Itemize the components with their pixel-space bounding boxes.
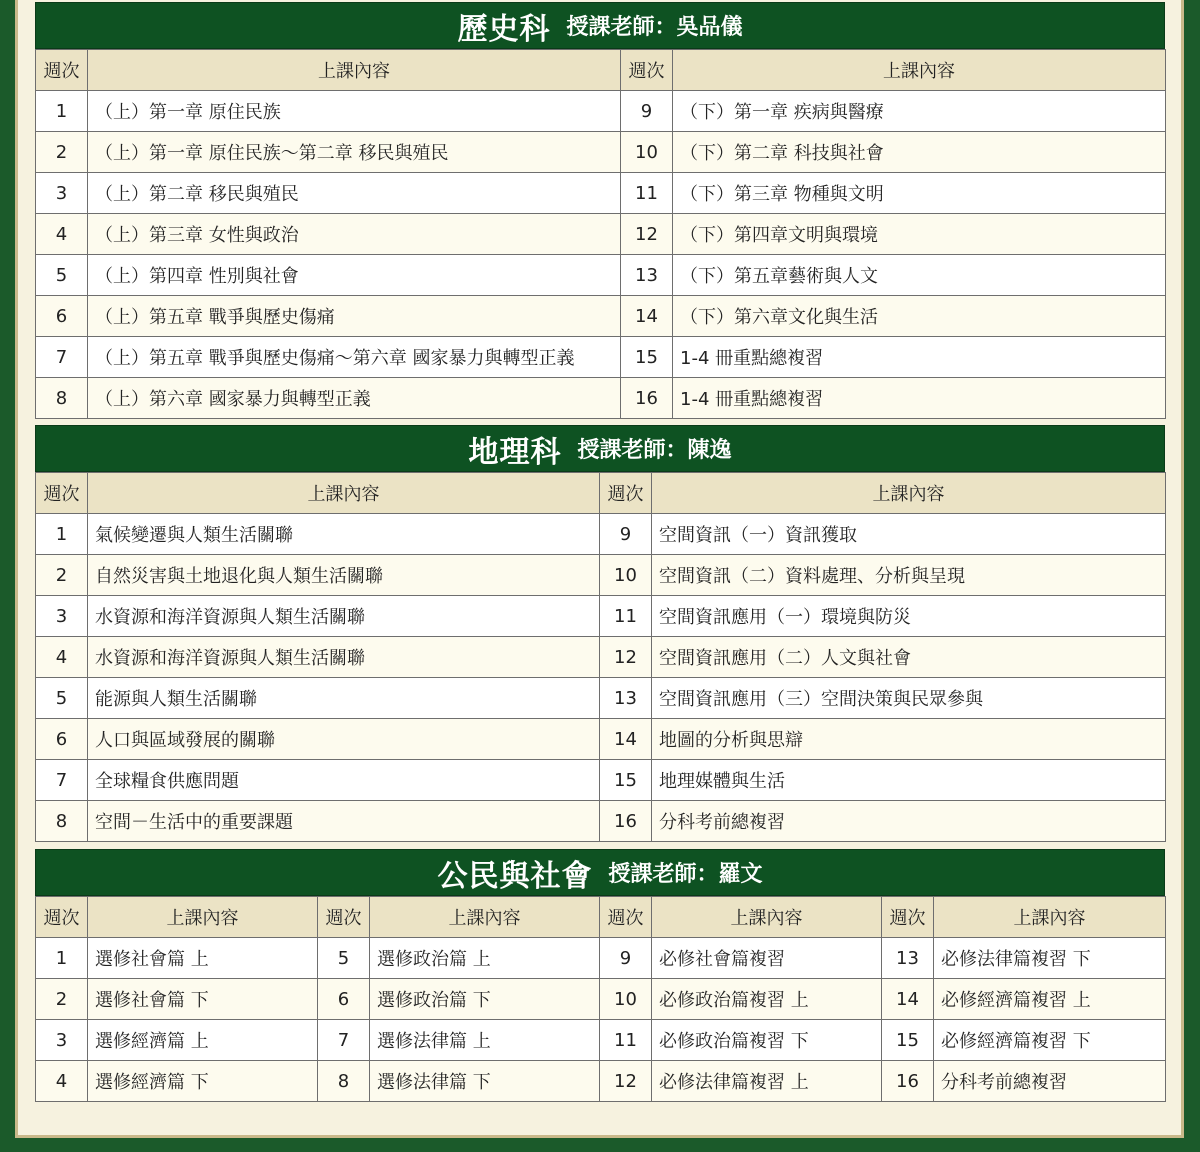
week-number-cell: 13 — [621, 255, 673, 296]
week-number-cell: 6 — [318, 979, 370, 1020]
table-row — [36, 337, 1166, 378]
table-row — [36, 596, 1166, 637]
course-content-cell: 空間資訊應用（一）環境與防災 — [652, 596, 1166, 637]
week-number-cell: 3 — [36, 1020, 88, 1061]
course-content-cell: 能源與人類生活關聯 — [88, 678, 600, 719]
history-schedule-table — [35, 49, 1166, 419]
week-number-cell: 2 — [36, 555, 88, 596]
week-number-cell: 14 — [621, 296, 673, 337]
week-number-cell: 9 — [600, 514, 652, 555]
geography-header — [35, 425, 1165, 472]
week-number-cell: 11 — [600, 1020, 652, 1061]
course-content-cell: （下）第六章文化與生活 — [673, 296, 1166, 337]
course-content-cell: 地圖的分析與思辯 — [652, 719, 1166, 760]
table-row — [36, 979, 1166, 1020]
course-content-cell: （下）第三章 物種與文明 — [673, 173, 1166, 214]
table-row — [36, 91, 1166, 132]
column-header: 週次 — [36, 50, 88, 91]
column-header: 上課內容 — [88, 473, 600, 514]
table-header-row — [36, 473, 1166, 514]
week-number-cell: 14 — [882, 979, 934, 1020]
course-content-cell: 選修社會篇 下 — [88, 979, 318, 1020]
column-header: 上課內容 — [88, 897, 318, 938]
week-number-cell: 1 — [36, 514, 88, 555]
course-content-cell: （上）第三章 女性與政治 — [88, 214, 621, 255]
column-header: 上課內容 — [652, 897, 882, 938]
week-number-cell: 7 — [36, 337, 88, 378]
course-content-cell: 空間資訊（二）資料處理、分析與呈現 — [652, 555, 1166, 596]
table-header-row — [36, 50, 1166, 91]
table-row — [36, 678, 1166, 719]
course-content-cell: 必修政治篇複習 上 — [652, 979, 882, 1020]
column-header: 週次 — [600, 897, 652, 938]
week-number-cell: 11 — [600, 596, 652, 637]
table-row — [36, 214, 1166, 255]
course-content-cell: 必修社會篇複習 — [652, 938, 882, 979]
week-number-cell: 9 — [600, 938, 652, 979]
week-number-cell: 16 — [621, 378, 673, 419]
column-header: 週次 — [621, 50, 673, 91]
week-number-cell: 11 — [621, 173, 673, 214]
course-content-cell: 1-4 冊重點總複習 — [673, 378, 1166, 419]
week-number-cell: 8 — [36, 801, 88, 842]
course-content-cell: （上）第五章 戰爭與歷史傷痛 — [88, 296, 621, 337]
week-number-cell: 2 — [36, 132, 88, 173]
course-content-cell: 水資源和海洋資源與人類生活關聯 — [88, 596, 600, 637]
history-section — [35, 2, 1165, 419]
table-row — [36, 378, 1166, 419]
column-header: 上課內容 — [934, 897, 1166, 938]
subject-title: 公民與社會 — [437, 858, 593, 894]
course-content-cell: 選修政治篇 上 — [370, 938, 600, 979]
course-content-cell: 空間－生活中的重要課題 — [88, 801, 600, 842]
teacher-label: 授課老師：羅文 — [608, 862, 763, 887]
week-number-cell: 3 — [36, 173, 88, 214]
table-row — [36, 1020, 1166, 1061]
week-number-cell: 4 — [36, 1061, 88, 1102]
history-header — [35, 2, 1165, 49]
week-number-cell: 14 — [600, 719, 652, 760]
week-number-cell: 15 — [621, 337, 673, 378]
course-content-cell: （上）第五章 戰爭與歷史傷痛～第六章 國家暴力與轉型正義 — [88, 337, 621, 378]
week-number-cell: 16 — [882, 1061, 934, 1102]
civics-header — [35, 849, 1165, 896]
week-number-cell: 12 — [600, 637, 652, 678]
course-content-cell: 空間資訊應用（二）人文與社會 — [652, 637, 1166, 678]
course-content-cell: （上）第六章 國家暴力與轉型正義 — [88, 378, 621, 419]
teacher-label: 授課老師：吳品儀 — [566, 15, 743, 40]
week-number-cell: 15 — [882, 1020, 934, 1061]
week-number-cell: 12 — [600, 1061, 652, 1102]
week-number-cell: 4 — [36, 214, 88, 255]
table-row — [36, 801, 1166, 842]
week-number-cell: 2 — [36, 979, 88, 1020]
week-number-cell: 16 — [600, 801, 652, 842]
subject-title: 地理科 — [468, 434, 562, 470]
course-content-cell: 必修政治篇複習 下 — [652, 1020, 882, 1061]
course-content-cell: （上）第一章 原住民族～第二章 移民與殖民 — [88, 132, 621, 173]
week-number-cell: 7 — [36, 760, 88, 801]
course-content-cell: 必修經濟篇複習 上 — [934, 979, 1166, 1020]
course-content-cell: 氣候變遷與人類生活關聯 — [88, 514, 600, 555]
column-header: 上課內容 — [88, 50, 621, 91]
table-row — [36, 555, 1166, 596]
teacher-label: 授課老師：陳逸 — [577, 438, 732, 463]
course-content-cell: 分科考前總複習 — [934, 1061, 1166, 1102]
table-row — [36, 719, 1166, 760]
course-content-cell: 水資源和海洋資源與人類生活關聯 — [88, 637, 600, 678]
week-number-cell: 5 — [318, 938, 370, 979]
week-number-cell: 1 — [36, 938, 88, 979]
week-number-cell: 5 — [36, 255, 88, 296]
course-content-cell: 地理媒體與生活 — [652, 760, 1166, 801]
week-number-cell: 4 — [36, 637, 88, 678]
week-number-cell: 10 — [600, 555, 652, 596]
week-number-cell: 6 — [36, 296, 88, 337]
table-row — [36, 938, 1166, 979]
civics-schedule-table — [35, 896, 1166, 1102]
week-number-cell: 7 — [318, 1020, 370, 1061]
column-header: 週次 — [318, 897, 370, 938]
column-header: 上課內容 — [370, 897, 600, 938]
week-number-cell: 13 — [882, 938, 934, 979]
week-number-cell: 6 — [36, 719, 88, 760]
column-header: 週次 — [36, 897, 88, 938]
week-number-cell: 1 — [36, 91, 88, 132]
course-content-cell: （下）第一章 疾病與醫療 — [673, 91, 1166, 132]
course-content-cell: （上）第四章 性別與社會 — [88, 255, 621, 296]
column-header: 週次 — [600, 473, 652, 514]
course-content-cell: 自然災害與土地退化與人類生活關聯 — [88, 555, 600, 596]
column-header: 週次 — [882, 897, 934, 938]
column-header: 上課內容 — [652, 473, 1166, 514]
table-row — [36, 514, 1166, 555]
course-content-cell: 選修政治篇 下 — [370, 979, 600, 1020]
table-row — [36, 296, 1166, 337]
week-number-cell: 3 — [36, 596, 88, 637]
course-content-cell: （上）第二章 移民與殖民 — [88, 173, 621, 214]
week-number-cell: 5 — [36, 678, 88, 719]
week-number-cell: 15 — [600, 760, 652, 801]
week-number-cell: 10 — [621, 132, 673, 173]
course-content-cell: 空間資訊（一）資訊獲取 — [652, 514, 1166, 555]
table-row — [36, 1061, 1166, 1102]
week-number-cell: 13 — [600, 678, 652, 719]
civics-section — [35, 849, 1165, 1102]
subject-title: 歷史科 — [457, 11, 551, 47]
column-header: 週次 — [36, 473, 88, 514]
column-header: 上課內容 — [673, 50, 1166, 91]
course-content-cell: 分科考前總複習 — [652, 801, 1166, 842]
course-content-cell: 空間資訊應用（三）空間決策與民眾參與 — [652, 678, 1166, 719]
course-content-cell: 全球糧食供應問題 — [88, 760, 600, 801]
course-content-cell: （下）第二章 科技與社會 — [673, 132, 1166, 173]
table-row — [36, 760, 1166, 801]
geography-section — [35, 425, 1165, 842]
table-row — [36, 132, 1166, 173]
week-number-cell: 8 — [318, 1061, 370, 1102]
week-number-cell: 12 — [621, 214, 673, 255]
table-row — [36, 637, 1166, 678]
course-content-cell: （下）第五章藝術與人文 — [673, 255, 1166, 296]
course-content-cell: 1-4 冊重點總複習 — [673, 337, 1166, 378]
course-content-cell: 選修經濟篇 上 — [88, 1020, 318, 1061]
course-content-cell: 必修法律篇複習 下 — [934, 938, 1166, 979]
week-number-cell: 8 — [36, 378, 88, 419]
table-row — [36, 173, 1166, 214]
course-content-cell: （下）第四章文明與環境 — [673, 214, 1166, 255]
course-content-cell: 選修法律篇 下 — [370, 1061, 600, 1102]
course-content-cell: （上）第一章 原住民族 — [88, 91, 621, 132]
course-content-cell: 必修法律篇複習 上 — [652, 1061, 882, 1102]
week-number-cell: 10 — [600, 979, 652, 1020]
week-number-cell: 9 — [621, 91, 673, 132]
table-header-row — [36, 897, 1166, 938]
course-content-cell: 選修社會篇 上 — [88, 938, 318, 979]
course-content-cell: 選修經濟篇 下 — [88, 1061, 318, 1102]
course-content-cell: 人口與區域發展的關聯 — [88, 719, 600, 760]
course-content-cell: 選修法律篇 上 — [370, 1020, 600, 1061]
geography-schedule-table — [35, 472, 1166, 842]
course-content-cell: 必修經濟篇複習 下 — [934, 1020, 1166, 1061]
table-row — [36, 255, 1166, 296]
